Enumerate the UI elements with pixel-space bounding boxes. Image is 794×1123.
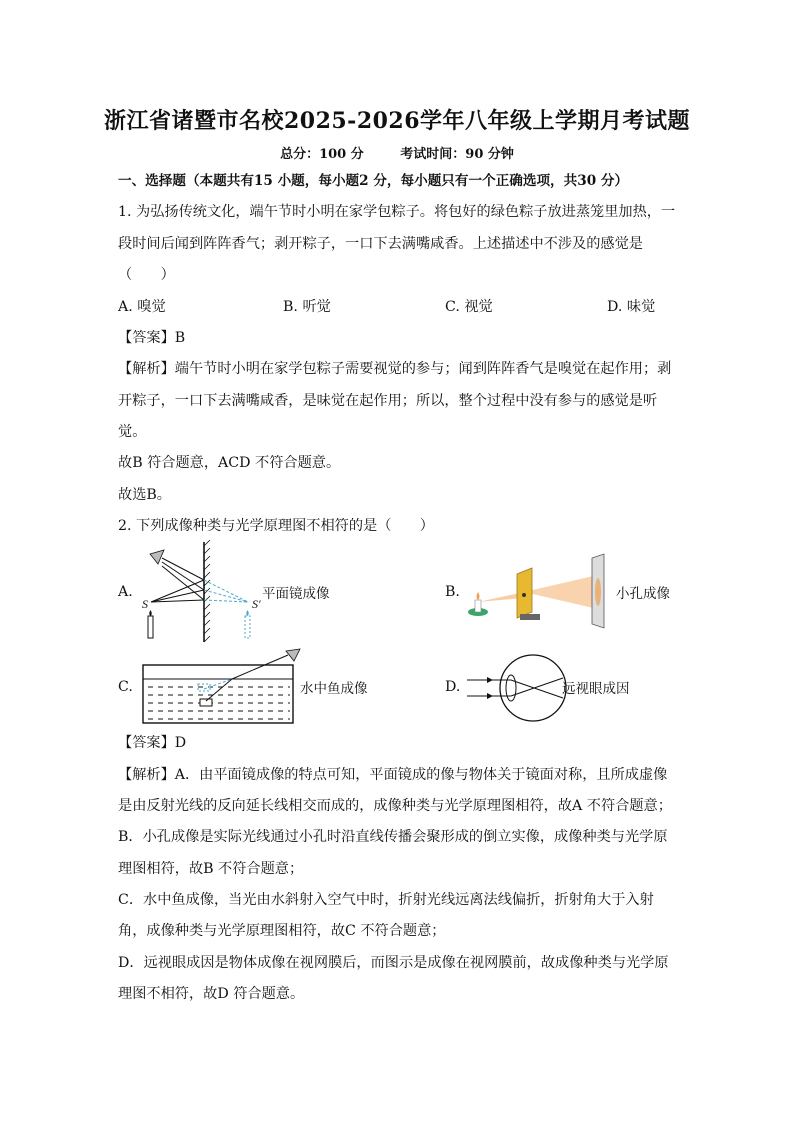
q2-option-d-caption: 远视眼成因 [562,681,630,697]
q2-option-b-caption: 小孔成像 [616,586,670,602]
q2-option-b-letter: B. [445,584,460,600]
q2-analysis-line4: 理图相符，故B 不符合题意； [118,861,304,877]
q1-option-a: A. 嗅觉 [118,299,166,315]
q2-option-a-caption: 平面镜成像 [262,586,330,602]
q2-stem: 2. 下列成像种类与光学原理图不相符的是（ ） [118,518,434,534]
q2-analysis-line8: 理图不相符，故D 符合题意。 [118,986,305,1002]
q1-stem-line2: 段时间后闻到阵阵香气；剥开粽子，一口下去满嘴咸香。上述描述中不涉及的感觉是 [118,236,643,252]
fish-in-water-diagram [140,645,300,727]
q2-option-a-letter: A. [118,584,133,600]
point-s-label: S [142,597,148,611]
q1-option-b: B. 听觉 [283,299,331,315]
pinhole-diagram [462,552,622,622]
q1-analysis-line1: 【解析】端午节时小明在家学包粽子需要视觉的参与；闻到阵阵香气是嗅觉在起作用；剥 [118,361,672,377]
q1-stem-line1: 1. 为弘扬传统文化，端午节时小明在家学包粽子。将包好的绿色粽子放进蒸笼里加热，一 [118,204,676,220]
q1-analysis-line5: 故选B。 [118,487,171,503]
q2-analysis-line2: 是由反射光线的反向延长线相交而成的，成像种类与光学原理图相符，故A 不符合题意； [118,798,672,814]
q2-analysis-line3: B．小孔成像是实际光线通过小孔时沿直线传播会聚形成的倒立实像，成像种类与光学原 [118,829,668,845]
q2-option-c-letter: C. [118,679,133,695]
q1-answer: 【答案】B [118,330,186,346]
q1-option-c: C. 视觉 [445,299,493,315]
q2-analysis-line6: 角，成像种类与光学原理图相符，故C 不符合题意； [118,923,446,939]
section-heading: 一、选择题（本题共有15 小题，每小题2 分，每小题只有一个正确选项，共30 分） [118,173,629,189]
q1-analysis-line2: 开粽子，一口下去满嘴咸香，是味觉在起作用；所以，整个过程中没有参与的感觉是听 [118,393,658,409]
q1-analysis-line4: 故B 符合题意，ACD 不符合题意。 [118,455,341,471]
q2-option-d-letter: D. [445,679,461,695]
q2-option-c-caption: 水中鱼成像 [300,681,368,697]
q2-analysis-line1: 【解析】A．由平面镜成像的特点可知，平面镜成的像与物体关于镜面对称，且所成虚像 [118,767,668,783]
point-s-prime-label: S′ [252,597,261,611]
q2-analysis-line7: D．远视眼成因是物体成像在视网膜后，而图示是成像在视网膜前，故成像种类与光学原 [118,955,669,971]
q2-answer: 【答案】D [118,735,187,751]
exam-info [0,143,794,162]
exam-time: 考试时间：90 分钟 [400,147,514,162]
page-title: 浙江省诸暨市名校2025-2026学年八年级上学期月考试题 [103,108,691,134]
total-score: 总分：100 分 [280,147,364,162]
q1-stem-line3: （ ） [118,267,175,283]
q2-analysis-line5: C．水中鱼成像，当光由水斜射入空气中时，折射光线远离法线偏折，折射角大于入射 [118,892,654,908]
q1-option-d: D. 味觉 [607,299,656,315]
q1-analysis-line3: 觉。 [118,424,147,440]
